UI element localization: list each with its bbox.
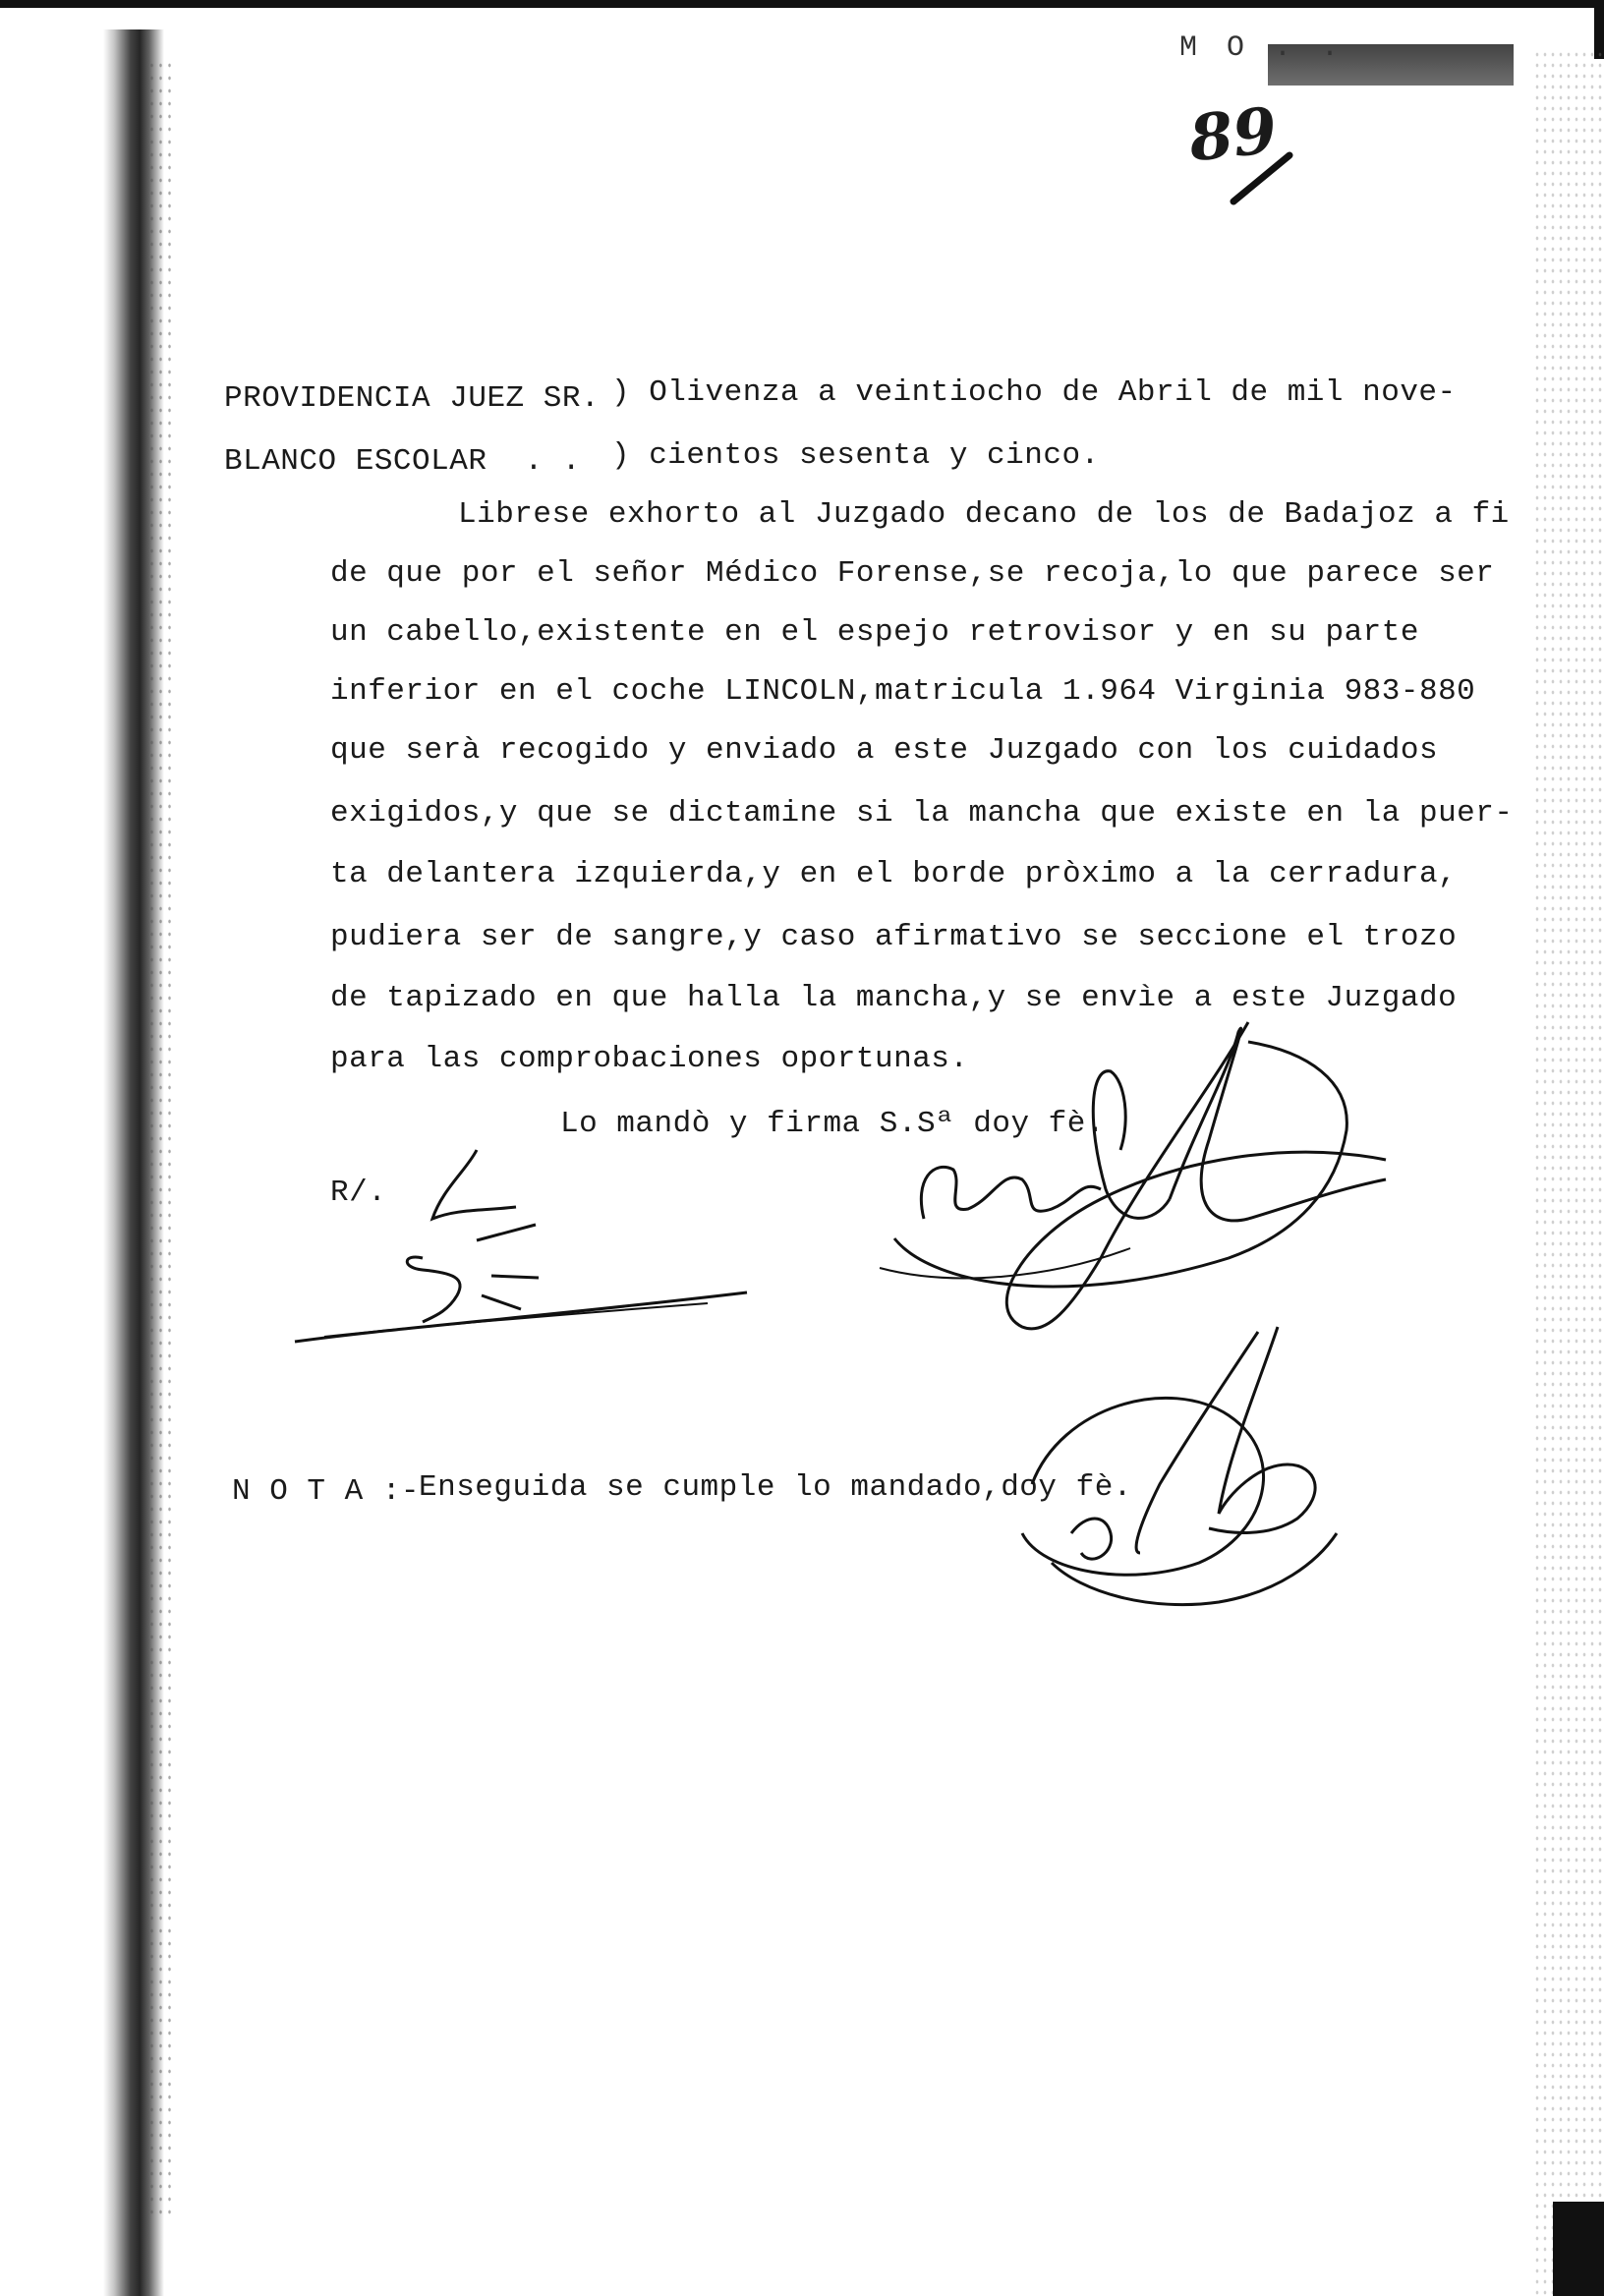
header-marks: M O . . bbox=[1179, 31, 1346, 65]
body-line: de que por el señor Médico Forense,se recoja,lo que parece ser bbox=[330, 556, 1495, 591]
heading-right-line1: ) Olivenza a veintiocho de Abril de mil nove- bbox=[611, 375, 1457, 410]
heading-right-line2: ) cientos sesenta y cinco. bbox=[611, 438, 1100, 473]
heading-left-line1: PROVIDENCIA JUEZ SR. bbox=[224, 381, 601, 416]
body-line: exigidos,y que se dictamine si la mancha que existe en la puer- bbox=[330, 796, 1514, 831]
scan-top-edge bbox=[0, 0, 1604, 8]
heading-left-line2: BLANCO ESCOLAR . . bbox=[224, 444, 581, 479]
note-label: N O T A :- bbox=[232, 1474, 421, 1509]
folio-underline bbox=[1229, 147, 1297, 206]
bottom-corner-shadow bbox=[1553, 2202, 1604, 2296]
body-line: inferior en el coche LINCOLN,matricula 1.964 Virginia 983-880 bbox=[330, 674, 1476, 709]
right-edge-noise bbox=[1533, 49, 1604, 2296]
body-line: ta delantera izquierda,y en el borde pròximo a la cerradura, bbox=[330, 857, 1458, 891]
folio-number: 89 bbox=[1185, 93, 1281, 177]
body-line: para las comprobaciones oportunas. bbox=[330, 1042, 969, 1076]
body-line: pudiera ser de sangre,y caso afirmativo se seccione el trozo bbox=[330, 920, 1458, 954]
body-line: que serà recogido y enviado a este Juzgado con los cuidados bbox=[330, 733, 1439, 768]
secretary-signature bbox=[1002, 1317, 1356, 1632]
rubric-signature bbox=[285, 1130, 776, 1356]
body-line: de tapizado en que halla la mancha,y se envìe a este Juzgado bbox=[330, 981, 1458, 1015]
rubric-label: R/. bbox=[330, 1176, 387, 1210]
note-text: Enseguida se cumple lo mandado,doy fè. bbox=[419, 1470, 1132, 1505]
body-line: Librese exhorto al Juzgado decano de los de Badajoz a fi bbox=[458, 497, 1510, 532]
binding-noise bbox=[147, 59, 177, 2221]
closing-formula: Lo mandò y firma S.Sª doy fè. bbox=[560, 1107, 1105, 1141]
body-line: un cabello,existente en el espejo retrovisor y en su parte bbox=[330, 615, 1419, 650]
